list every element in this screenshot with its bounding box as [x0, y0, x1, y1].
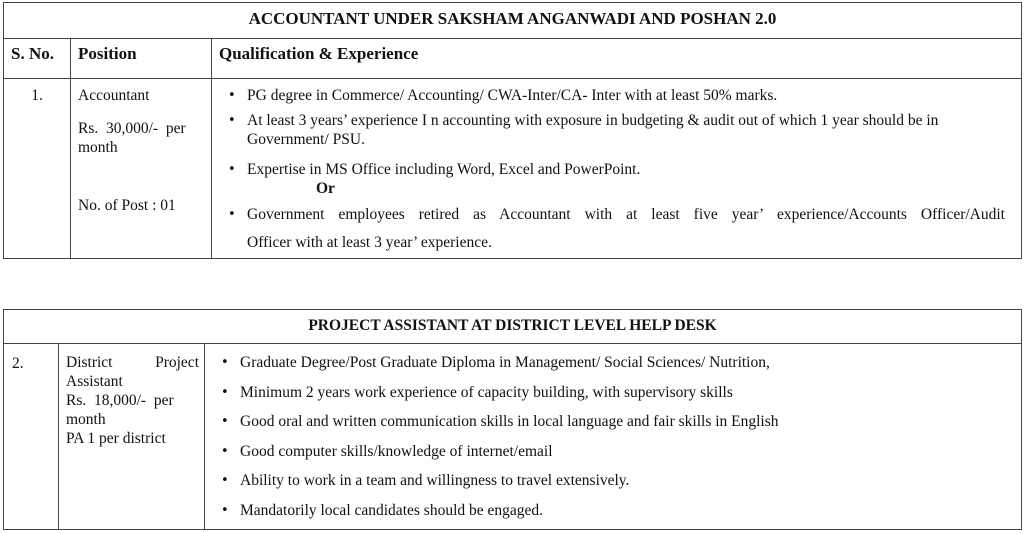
post-count: PA 1 per district — [66, 430, 166, 447]
qualification-list — [212, 86, 1005, 179]
pay-period: month — [78, 139, 118, 156]
header-sno: S. No. — [4, 39, 71, 79]
section-title: PROJECT ASSISTANT AT DISTRICT LEVEL HELP DESK — [4, 310, 1022, 344]
list-item: • Good computer skills/knowledge of internet/email — [205, 442, 1011, 461]
qualification-cell — [212, 79, 1022, 259]
pay-period: month — [66, 411, 106, 428]
list-item: • Mandatorily local candidates should be engaged. — [205, 501, 1011, 520]
qualification-list — [205, 353, 1011, 520]
row-sno: 2. — [4, 344, 59, 530]
qualification-cell — [205, 344, 1022, 530]
list-item: • Expertise in MS Office including Word, Excel and PowerPoint. — [212, 160, 1005, 179]
post-count: No. of Post : 01 — [78, 197, 176, 214]
pay-line: Rs. 18,000/- per — [66, 392, 174, 409]
header-qualification: Qualification & Experience — [212, 39, 1022, 79]
list-item: • Good oral and written communication skills in local language and fair skills in English — [205, 412, 1011, 431]
position-title-cont: Assistant — [66, 373, 123, 390]
or-separator: Or — [316, 180, 335, 197]
list-item: • At least 3 years’ experience I n accounting with exposure in budgeting & audit out of which 1 year should be in Government/ PSU. — [212, 111, 1005, 149]
project-assistant-table — [3, 309, 1022, 530]
pay-line: Rs. 30,000/- per — [78, 120, 186, 137]
alternative-list — [212, 205, 1005, 252]
position-cell — [71, 79, 212, 259]
list-item: • Ability to work in a team and willingness to travel extensively. — [205, 471, 1011, 490]
position-cell — [59, 344, 205, 530]
list-item: • PG degree in Commerce/ Accounting/ CWA-Inter/CA- Inter with at least 50% marks. — [212, 86, 1005, 105]
list-item-continuation: Officer with at least 3 year’ experience. — [247, 234, 492, 251]
row-sno: 1. — [4, 79, 71, 259]
section-title: ACCOUNTANT UNDER SAKSHAM ANGANWADI AND POSHAN 2.0 — [4, 3, 1022, 39]
list-item: • Minimum 2 years work experience of capacity building, with supervisory skills — [205, 383, 1011, 402]
list-item: • Graduate Degree/Post Graduate Diploma in Management/ Social Sciences/ Nutrition, — [205, 353, 1011, 372]
position-title: District Project — [66, 354, 199, 371]
position-title: Accountant — [78, 87, 150, 104]
accountant-table — [3, 2, 1022, 259]
list-item: • Government employees retired as Accountant with at least five year’ experience/Accounts Officer/Audit — [212, 205, 1005, 224]
header-position: Position — [71, 39, 212, 79]
